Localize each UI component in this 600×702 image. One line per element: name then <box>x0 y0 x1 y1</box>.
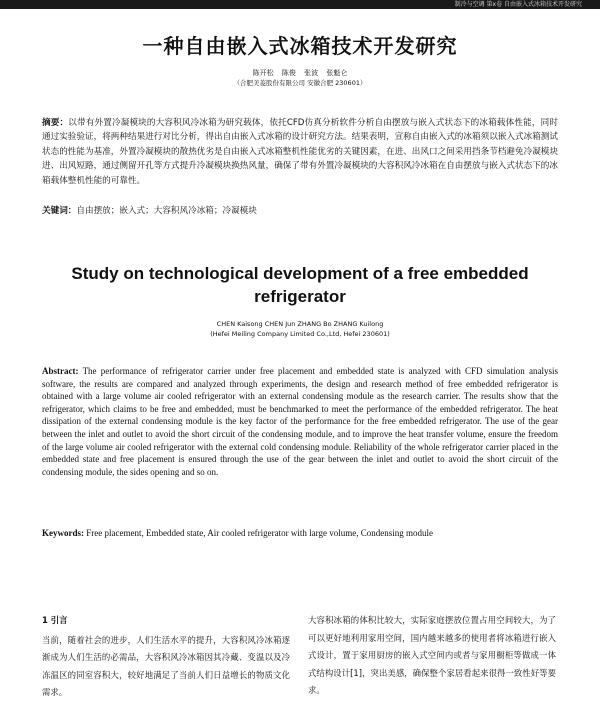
paper-title-english: Study on technological development of a free embedded refrigerator <box>71 264 529 306</box>
abstract-chinese-label: 摘要： <box>42 118 69 128</box>
keywords-english <box>42 528 558 538</box>
abstract-english-label: Abstract: <box>42 366 79 376</box>
abstract-english-text: The performance of refrigerator carrier under free placement and embedded state is analyzed with CFD simulation analysis software, the results are compared and analyzed through experiments, the design and research method of free embedded refrigerator is obtained with a large volume air cooled refrigerator with an external condensing module as the research carrier. The results show that the refrigerator, which claims to be free and embedded, must be benchmarked to meet the performance of the embedded refrigerator. The heat dissipation of the external condensing module is the key factor of the performance for the free embedded refrigerator. The use of the gear between the inlet and outlet to avoid the short circuit of the condensing module, and to improve the heat transfer volume, ensure the freedom of the large volume air cooled refrigerator with the external cold condensing module. Reliability of the whole refrigerator carrier placed in the embedded state and free placement is ensured through the use of the gear between the inlet and outlet to avoid the short circuit of the condensing module, the sides opening and so on. <box>42 366 558 477</box>
abstract-english <box>42 365 558 478</box>
authors-english: CHEN Kaisong CHEN Jun ZHANG Bo ZHANG Kuilong <box>216 320 384 328</box>
body-column-right <box>308 612 556 700</box>
running-header-bar <box>0 0 600 9</box>
abstract-chinese <box>42 116 558 188</box>
keywords-chinese-label: 关键词： <box>42 206 77 216</box>
section-heading-introduction: 1 引言 <box>42 615 68 625</box>
body-paragraph-left: 当前，随着社会的进步，人们生活水平的提升，大容积风冷冰箱逐渐成为人们生活的必需品，大容积风冷冰箱因其冷藏、变温以及冷冻温区的同室容积大，较好地满足了当前人们日益增长的物质文化需求。 <box>42 634 290 697</box>
keywords-english-text: Free placement, Embedded state, Air cooled refrigerator with large volume, Condensing module <box>84 528 433 538</box>
affiliation-english: (Hefei Meiling Company Limited Co.,Ltd, Hefei 230601) <box>210 330 390 338</box>
authors-chinese: 陈开松 陈俊 张波 张魁仑 <box>252 69 348 77</box>
keywords-english-label: Keywords: <box>42 528 84 538</box>
paper-title-chinese: 一种自由嵌入式冰箱技术开发研究 <box>142 34 458 58</box>
abstract-chinese-text: 以带有外置冷凝模块的大容积风冷冰箱为研究载体，依托CFD仿真分析软件分析自由摆放与嵌入式状态下的冰箱载体性能，同时通过实验验证，将两种结果进行对比分析，得出自由嵌入式冰箱的设计研究方法。结果表明，宣称自由嵌入式的冰箱须以嵌入式冰箱测试状态的性能为基准，外置冷凝模块的散热优劣是自由嵌入式冰箱整机性能优劣的关键因素，在进、出风口之间采用挡条节档避免冷凝模块进、出风短路，通过侧留开孔等方式提升冷凝模块换热风量，确保了带有外置冷凝模块的大容积风冷冰箱在自由摆放与嵌入式状态下的冰箱载体整机性能的可靠性。 <box>42 118 558 186</box>
body-column-left <box>42 612 290 702</box>
running-header-text: 制冷与空调 第x卷 自由嵌入式冰箱技术开发研究 <box>454 1 582 8</box>
keywords-chinese <box>42 204 558 216</box>
affiliation-chinese: （合肥美菱股份有限公司 安徽合肥 230601） <box>233 79 367 87</box>
keywords-chinese-text: 自由摆放；嵌入式；大容积风冷冰箱；冷凝模块 <box>76 206 257 216</box>
body-paragraph-right: 大容积冰箱的体积比较大，实际家庭摆放位置占用空间较大，为了可以更好地利用家用空间，国内越来越多的使用者将冰箱进行嵌入式设计，置于家用厨房的嵌入式空间内或者与家用橱柜等做成一体式结构设计[1]，突出美感，确保整个家居看起来很得一致性好等要求。 <box>308 615 556 695</box>
